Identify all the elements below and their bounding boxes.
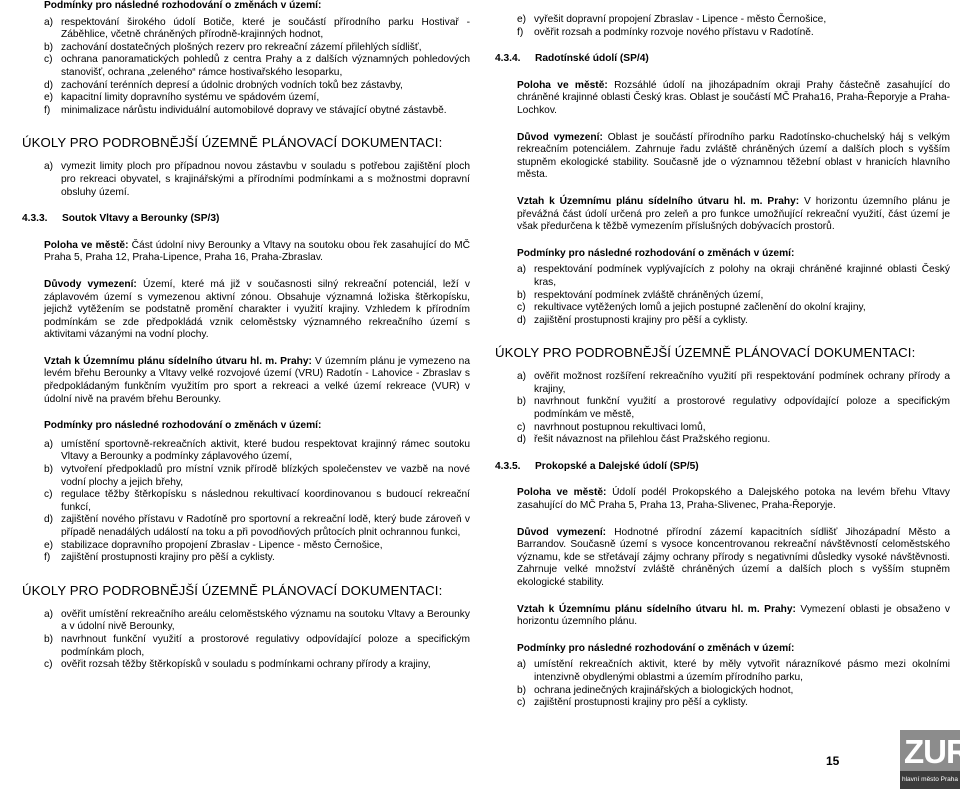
reasons-label-4: Důvod vymezení: — [517, 131, 603, 143]
list-item-text: umístění rekreačních aktivit, které by měly vytvořit nárazníkové pásmo mezi okolními intenzivně obydlenými oblastmi a územím přírodního parku, — [534, 659, 950, 683]
list-item-text: navrhnout postupnou rekultivaci lomů, — [534, 421, 706, 433]
list-item-text: kapacitní limity dopravního systému ve spádovém území, — [61, 92, 320, 104]
list-item-text: navrhnout funkční využití a prostorové regulativy odpovídající poloze a specifickým podmínkám ploch, — [61, 633, 470, 658]
list-item-text: vyřešit dopravní propojení Zbraslav - Lipence - město Černošice, — [534, 14, 827, 25]
list-item-marker: c) — [44, 659, 53, 671]
list-item-text: navrhnout funkční využití a prostorové regulativy odpovídající poloze a specifickým podmínkám ve městě, — [534, 396, 950, 421]
list-item-marker: d) — [44, 79, 54, 91]
logo-wordmark: ZUR — [904, 733, 969, 770]
section-title-5: Prokopské a Dalejské údolí (SP/5) — [535, 460, 699, 472]
list-item — [517, 371, 950, 396]
tasks-heading-2: ÚKOLY PRO PODROBNĚJŠÍ ÚZEMNĚ PLÁNOVACÍ DOKUMENTACI: — [22, 582, 443, 598]
location-text-4: Rozsáhlé údolí na jihozápadním okraji Prahy částečně zasahující do chráněné krajinné oblasti Český kras. Oblast je součástí MČ Praha16, Praha-Řeporyje a Praha-Lochkov. — [517, 79, 950, 116]
list-item-marker: a) — [44, 16, 54, 28]
section-title-4: Radotínské údolí (SP/4) — [535, 53, 649, 65]
list-item-text: respektování podmínek zvláště chráněných území, — [534, 289, 764, 301]
list-item-text: stabilizace dopravního propojení Zbraslav - Lipence - město Černošice, — [61, 539, 383, 551]
location-paragraph-4 — [517, 80, 950, 118]
plan-relation-paragraph-5 — [517, 604, 950, 629]
list-item — [44, 105, 470, 118]
reasons-paragraph-5 — [517, 527, 950, 590]
list-item — [44, 634, 470, 659]
list-item-marker: e) — [517, 14, 527, 25]
list-item-marker: a) — [44, 161, 54, 173]
section-title: Soutok Vltavy a Berounky (SP/3) — [62, 213, 220, 225]
location-paragraph-5 — [517, 487, 950, 512]
list-item-text: ochrana panoramatických pohledů z centra Prahy a z dalších významných pohledových stanovišť, ochrana „zeleného“ rámce hostivařského lesoparku, — [61, 54, 470, 78]
conditions-heading-5: Podmínky pro následné rozhodování o změnách v území: — [517, 642, 795, 654]
list-item-marker: b) — [44, 633, 54, 645]
list-item — [44, 92, 470, 105]
list-item-marker: b) — [44, 41, 54, 53]
conditions-heading-2: Podmínky pro následné rozhodování o změnách v území: — [44, 420, 322, 432]
list-item — [517, 659, 950, 684]
list-item-marker: b) — [44, 464, 54, 476]
section-number: 4.3.3. — [22, 213, 48, 225]
list-item — [44, 514, 470, 539]
plan-relation-paragraph — [44, 356, 470, 406]
reasons-label-5: Důvod vymezení: — [517, 526, 607, 538]
conditions-heading: Podmínky pro následné rozhodování o změnách v území: — [44, 0, 322, 11]
list-item-marker: c) — [517, 302, 526, 314]
list-item-text: řešit návaznost na přilehlou část Pražského regionu. — [534, 434, 771, 446]
list-item-text: ověřit umístění rekreačního areálu celoměstského významu na soutoku Vltavy a Berounky a v údolní nivě Berounky, — [61, 608, 470, 633]
list-item — [44, 439, 470, 464]
list-item-text: respektování podmínek vyplývajících z polohy na okraji chráněné krajinné oblasti Český kras, — [534, 264, 950, 288]
section-heading-4 — [495, 53, 950, 66]
list-item-text: zajištění prostupnosti krajiny pro pěší a cyklisty. — [534, 314, 748, 326]
list-item-marker: d) — [44, 514, 54, 526]
list-item-text: vytvoření předpokladů pro místní vznik přírodě blízkých společenstev ve vazbě na nové vodní plochy a jejich břehy, — [61, 464, 470, 488]
list-item-text: zachování dostatečných plošných rezerv pro rekreační zázemí přilehlých sídlišť, — [61, 41, 422, 53]
list-item — [517, 264, 950, 289]
list-item-marker: c) — [44, 489, 53, 501]
list-item-text: umístění sportovně-rekreačních aktivit, které budou respektovat krajinný rámec soutoku Vltavy a Berounky a podmínky záplavového území, — [61, 438, 470, 463]
plan-relation-text: V územním plánu je vymezeno na levém břehu Berounky a Vltavy velké rozvojové území (VRU) Radotín - Lahovice - Zbraslav s předpokládaným funkčním využitím pro sport a rekreaci a velké území rekreace (VUR) v údolní nivě na pravém břehu Berounky. — [44, 355, 471, 405]
list-item-text: zajištění nového přístavu v Radotíně pro sportovní a rekreační lodě, který bude zároveň v případě nenadálých událostí na toku a při povodňových průtocích plnit ochrannou funkci, — [61, 514, 470, 538]
list-item — [517, 434, 950, 447]
list-item-marker: d) — [517, 434, 527, 446]
location-text-5: Údolí podél Prokopského a Dalejského potoka na levém břehu Vltavy zasahující do MČ Praha 5, Praha 13, Praha-Slivenec, Praha-Řeporyje. — [517, 487, 950, 512]
list-item — [517, 315, 950, 328]
list-item-marker: b) — [517, 396, 527, 408]
list-item-text: rekultivace vytěžených lomů a jejich postupné začlenění do okolní krajiny, — [534, 302, 866, 314]
list-item-marker: a) — [517, 371, 527, 383]
conditions-list — [44, 17, 470, 118]
list-item-text: ochrana jedinečných krajinářských a biologických hodnot, — [534, 684, 794, 696]
left-column — [22, 0, 470, 672]
list-item — [44, 161, 470, 199]
section-heading — [22, 213, 470, 226]
list-item — [44, 659, 470, 672]
list-item-marker: a) — [517, 264, 527, 276]
list-item-text: zajištění prostupnosti krajiny pro pěší a cyklisty. — [61, 552, 275, 564]
continued-list — [517, 14, 950, 39]
list-item — [44, 464, 470, 489]
plan-relation-label-5: Vztah k Územnímu plánu sídelního útvaru hl. m. Prahy: — [517, 603, 796, 615]
plan-relation-label: Vztah k Územnímu plánu sídelního útvaru hl. m. Prahy: — [44, 355, 312, 367]
list-item — [517, 422, 950, 435]
list-item — [517, 290, 950, 303]
tasks-heading: ÚKOLY PRO PODROBNĚJŠÍ ÚZEMNĚ PLÁNOVACÍ DOKUMENTACI: — [22, 135, 443, 151]
logo-subtitle: hlavní město Praha — [902, 776, 959, 783]
page-number: 15 — [826, 754, 840, 768]
tasks-list-4 — [495, 371, 950, 447]
list-item-text: zachování terénních depresí a údolnic drobných vodních toků bez zástavby, — [61, 79, 403, 91]
list-item — [517, 685, 950, 698]
plan-relation-paragraph-4 — [517, 196, 950, 234]
plan-relation-label-4: Vztah k Územnímu plánu sídelního útvaru hl. m. Prahy: — [517, 195, 800, 207]
list-item — [517, 697, 950, 710]
tasks-list — [22, 161, 470, 199]
section-heading-5 — [495, 461, 950, 474]
list-item-marker: b) — [517, 289, 527, 301]
list-item — [44, 54, 470, 79]
list-item-marker: b) — [517, 684, 527, 696]
list-item — [517, 302, 950, 315]
list-item-marker: c) — [44, 54, 53, 66]
plan-relation-text-5: Vymezení oblasti je obsaženo v horizontu územního plánu. — [517, 603, 950, 628]
list-item-marker: a) — [44, 438, 54, 450]
zur-logo — [900, 730, 969, 789]
list-item — [44, 17, 470, 42]
list-item-text: ověřit možnost rozšíření rekreačního využití při respektování podmínek ochrany přírody a krajiny, — [534, 371, 950, 395]
reasons-text-4: Oblast je součástí přírodního parku Radotínsko-chuchelský háj s velkým rekreačním potenciálem. Zahrnuje řadu zvláště chráněných území a dalších ploch s vyšším stupněm ekologické stability. Současně jde o významnou těžební oblast v hranicích hlavního města. — [517, 131, 950, 181]
list-item-text: ověřit rozsah a podmínky rozvoje nového přístavu v Radotíně. — [534, 26, 814, 38]
list-item-marker: f) — [517, 26, 524, 38]
list-item — [44, 609, 470, 634]
location-paragraph — [44, 240, 470, 265]
list-item — [44, 552, 470, 565]
section-number-4: 4.3.4. — [495, 53, 521, 65]
list-item-marker: f) — [44, 104, 51, 116]
reasons-paragraph-4 — [517, 132, 950, 182]
right-column — [495, 0, 950, 710]
tasks-heading-4: ÚKOLY PRO PODROBNĚJŠÍ ÚZEMNĚ PLÁNOVACÍ DOKUMENTACI: — [495, 345, 916, 361]
location-label-5: Poloha ve městě: — [517, 487, 607, 499]
plan-relation-text-4: V horizontu územního plánu je převážná část údolí určená pro zeleň a pro funkce umožňující rekreační využití, část území je však předurčena k těžbě vymezením příslušných dobývacích prostorů. — [517, 195, 951, 233]
conditions-list-2 — [44, 439, 470, 565]
section-number-5: 4.3.5. — [495, 460, 521, 472]
reasons-label: Důvody vymezení: — [44, 278, 137, 290]
list-item-text: vymezit limity ploch pro případnou novou zástavbu v souladu s potřebou zajištění ploch pro rekreaci obyvatel, s krajinářskými a přírodními podmínkami a s možnostmi dopravní obsluhy území. — [61, 161, 470, 198]
list-item — [517, 27, 950, 40]
list-item — [517, 14, 950, 27]
location-label-4: Poloha ve městě: — [517, 79, 608, 91]
reasons-paragraph — [44, 279, 470, 342]
location-text: Část údolní nivy Berounky a Vltavy na soutoku obou řek zasahující do MČ Praha 5, Praha 12, Praha-Lipence, Praha 16, Praha-Zbraslav. — [44, 239, 470, 264]
conditions-list-4 — [517, 264, 950, 327]
location-label: Poloha ve městě: — [44, 239, 129, 251]
tasks-list-2 — [22, 609, 470, 672]
list-item-marker: f) — [44, 552, 51, 564]
list-item-text: regulace těžby štěrkopísku s následnou rekultivací koordinovanou s budoucí rekreační funkcí, — [61, 489, 470, 513]
list-item — [517, 396, 950, 421]
reasons-text: Území, které má již v současnosti silný rekreační potenciál, leží v záplavovém území s vymezenou aktivní zónou. Obsahuje významná ložiska štěrkopísku, jejichž vytěžením se podstatně promění charakter i využití krajiny. Vzhledem k přírodním podmínkám se zde předpokládá vznik celoměstsky významného rekreačního území s aktivitami vázanými na vodní plochy. — [44, 278, 470, 341]
list-item-text: minimalizace nárůstu individuální automobilové dopravy ve stávající obytné zástavbě. — [61, 104, 447, 116]
list-item-text: respektování širokého údolí Botiče, které je součástí přírodního parku Hostivař - Záběhlice, včetně chráněných přírodně-krajinných hodnot, — [61, 16, 470, 41]
list-item — [44, 489, 470, 514]
list-item — [44, 80, 470, 93]
list-item — [44, 42, 470, 55]
list-item — [44, 540, 470, 553]
list-item-marker: e) — [44, 92, 54, 104]
list-item-marker: d) — [517, 314, 527, 326]
list-item-marker: a) — [517, 659, 527, 671]
list-item-marker: c) — [517, 421, 526, 433]
reasons-text-5: Hodnotné přírodní zázemí kapacitních sídlišť Jihozápadní Město a Barrandov. Současně území s vysoce koncentrovanou rekreační návštěvností celoměstského významu, kde se střetávají zájmy ochrany přírody s negativními důsledky vysoké návštěvnosti. Zahrnuje velké množství zvláště chráněných území a dalších ploch s vyšším stupněm ekologické stability. — [517, 526, 950, 588]
list-item-text: ověřit rozsah těžby štěrkopísků v souladu s podmínkami ochrany přírody a krajiny, — [61, 659, 431, 671]
conditions-heading-4: Podmínky pro následné rozhodování o změnách v území: — [517, 247, 795, 259]
conditions-list-5 — [517, 659, 950, 709]
list-item-marker: c) — [517, 697, 526, 709]
list-item-marker: a) — [44, 608, 54, 620]
list-item-marker: e) — [44, 539, 54, 551]
list-item-text: zajištění prostupnosti krajiny pro pěší a cyklisty. — [534, 697, 748, 709]
